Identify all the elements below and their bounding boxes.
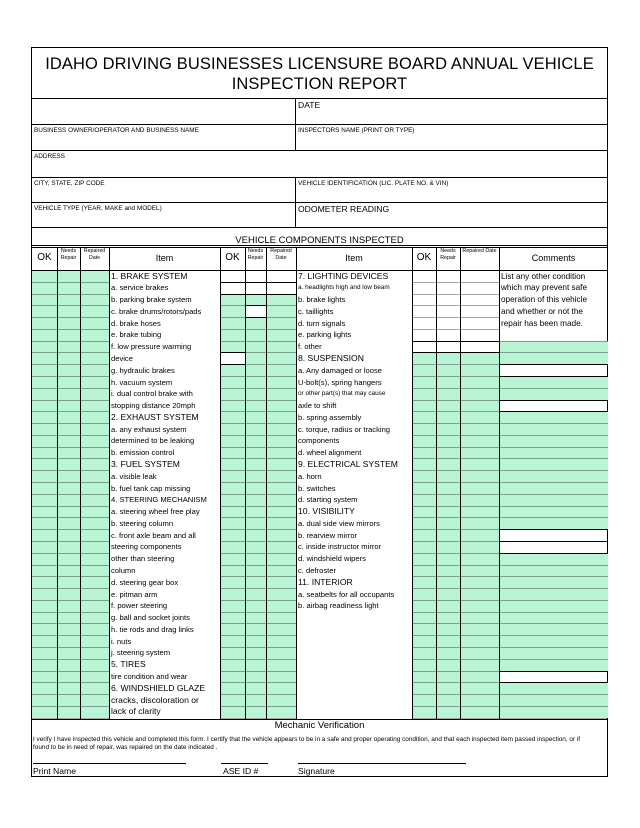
comment-row-line — [499, 494, 608, 495]
unchecked-box[interactable] — [460, 341, 500, 354]
unchecked-box[interactable] — [220, 352, 246, 365]
row-line — [220, 447, 296, 448]
row-line — [412, 294, 499, 295]
comment-row-line — [499, 423, 608, 424]
row-line — [32, 671, 109, 672]
item-label: 9. ELECTRICAL SYSTEM — [298, 458, 398, 469]
row-line — [32, 600, 109, 601]
item-label: c. inside instructor mirror — [298, 542, 382, 552]
row-line — [412, 694, 499, 695]
item-label: b. airbag readiness light — [298, 601, 379, 611]
item-label: 8. SUSPENSION — [298, 352, 364, 363]
comment-row-line — [499, 694, 608, 695]
item-label: c. front axle beam and all — [111, 530, 196, 540]
item-label: a. headlights high and low beam — [298, 284, 390, 292]
header-comments: Comments — [531, 253, 576, 263]
item-label: tire condition and wear — [111, 672, 188, 682]
column-divider — [220, 247, 221, 720]
row-line — [32, 635, 109, 636]
checkbox-column-fill[interactable] — [412, 353, 436, 718]
unchecked-box[interactable] — [245, 282, 267, 295]
row-line — [32, 400, 109, 401]
header-needs-repair: Needs Repair — [440, 248, 456, 261]
row-line — [32, 565, 109, 566]
row-line — [220, 647, 296, 648]
row-line — [412, 576, 499, 577]
row-line — [32, 388, 109, 389]
item-label: c. taillights — [298, 306, 334, 316]
comment-field[interactable] — [499, 400, 608, 413]
signature-label: Signature — [298, 766, 335, 776]
row-line — [412, 435, 499, 436]
print-name-label: Print Name — [33, 766, 76, 776]
item-label: c. defroster — [298, 566, 336, 575]
item-label: column — [111, 566, 136, 575]
item-label: determined to be leaking — [111, 436, 195, 446]
mechanic-title: Mechanic Verification — [274, 720, 365, 731]
business-owner-label: BUSINESS OWNER/OPERATOR AND BUSINESS NAME — [34, 127, 199, 134]
row-line — [220, 706, 296, 707]
date-label: DATE — [298, 100, 321, 110]
item-label: h. tie rods and drag links — [111, 624, 194, 634]
row-line — [32, 376, 109, 377]
comment-row-line — [499, 576, 608, 577]
row-line — [412, 388, 499, 389]
header-needs-repair: Needs Repair — [60, 248, 77, 261]
comment-field[interactable] — [499, 671, 608, 684]
row-line — [32, 647, 109, 648]
row-line — [412, 282, 499, 283]
vehicle-type-field[interactable] — [32, 203, 295, 227]
item-label: i. nuts — [111, 636, 132, 646]
comment-row-line — [499, 470, 608, 471]
row-line — [412, 541, 499, 542]
row-line — [32, 494, 109, 495]
item-label: a. seatbelts for all occupants — [298, 589, 395, 599]
city-state-zip-label: CITY, STATE, ZIP CODE — [34, 180, 105, 187]
item-label: a. service brakes — [111, 283, 169, 293]
row-line — [220, 529, 296, 530]
row-line — [32, 623, 109, 624]
item-label: f. other — [298, 342, 322, 352]
comment-row-line — [499, 341, 608, 342]
row-line — [32, 305, 109, 306]
comment-row-line — [499, 506, 608, 507]
row-line — [32, 541, 109, 542]
row-line — [220, 565, 296, 566]
unchecked-box[interactable] — [436, 341, 461, 354]
comment-row-line — [499, 447, 608, 448]
row-line — [220, 506, 296, 507]
item-label: 1. BRAKE SYSTEM — [111, 270, 188, 281]
header-item: Item — [155, 253, 174, 263]
column-divider — [80, 247, 81, 720]
item-label: b. spring assembly — [298, 412, 362, 422]
date-row — [32, 99, 607, 125]
row-line — [220, 329, 296, 330]
item-label: b. steering column — [111, 518, 174, 528]
owner-row — [32, 125, 607, 151]
item-label: e. pitman arm — [111, 589, 158, 599]
item-label: 7. LIGHTING DEVICES — [298, 270, 389, 281]
row-line — [220, 541, 296, 542]
item-label: b. brake lights — [298, 295, 346, 305]
row-line — [220, 694, 296, 695]
comment-row-line — [499, 635, 608, 636]
row-line — [32, 506, 109, 507]
comment-row-line — [499, 647, 608, 648]
row-line — [412, 565, 499, 566]
row-line — [220, 600, 296, 601]
comment-row-line — [499, 388, 608, 389]
item-label: d. brake hoses — [111, 318, 161, 328]
item-label: f. power steering — [111, 601, 168, 611]
unchecked-box[interactable] — [266, 282, 297, 295]
row-line — [412, 317, 499, 318]
row-line — [412, 517, 499, 518]
row-line — [32, 482, 109, 483]
row-line — [412, 635, 499, 636]
item-label: g. ball and socket joints — [111, 613, 190, 623]
item-label: axle to shift — [298, 401, 337, 411]
item-label: 11. INTERIOR — [298, 576, 353, 587]
row-line — [32, 612, 109, 613]
item-label: a. Any damaged or loose — [298, 365, 383, 375]
row-line — [412, 506, 499, 507]
address-field[interactable] — [32, 151, 607, 178]
comment-row-line — [499, 352, 608, 353]
item-label: e. brake tubing — [111, 330, 162, 340]
item-label: b. fuel tank cap missing — [111, 483, 191, 493]
row-line — [32, 529, 109, 530]
row-line — [412, 612, 499, 613]
row-line — [32, 694, 109, 695]
item-label: cracks, discoloration or — [111, 694, 199, 705]
comments-note: and whether or not the — [501, 306, 583, 316]
item-label: h. vacuum system — [111, 377, 173, 387]
city-row — [32, 178, 607, 203]
row-line — [220, 623, 296, 624]
comment-row-line — [499, 565, 608, 566]
blank-field[interactable] — [32, 99, 295, 124]
odometer-label: ODOMETER READING — [298, 204, 390, 214]
row-line — [412, 494, 499, 495]
comment-row-line — [499, 600, 608, 601]
item-label: lack of clarity — [111, 706, 161, 717]
date-field[interactable] — [296, 99, 607, 124]
comment-row-line — [499, 435, 608, 436]
item-label: b. rearview mirror — [298, 530, 358, 540]
comment-field[interactable] — [499, 364, 608, 377]
comment-row-line — [499, 458, 608, 459]
row-line — [32, 423, 109, 424]
row-line — [220, 376, 296, 377]
row-line — [412, 553, 499, 554]
item-label: other than steering — [111, 554, 175, 564]
header-repaired-date: Repaired Date — [270, 248, 292, 261]
item-label: i. dual control brake with — [111, 389, 193, 399]
row-line — [32, 294, 109, 295]
column-divider — [57, 247, 58, 720]
ase-id-label: ASE ID # — [223, 766, 259, 776]
row-line — [412, 364, 499, 365]
comment-row-line — [499, 482, 608, 483]
row-line — [220, 470, 296, 471]
row-line — [412, 482, 499, 483]
checkbox-column-fill[interactable] — [436, 353, 460, 718]
row-line — [32, 588, 109, 589]
item-label: a. dual side view mirrors — [298, 518, 380, 528]
section-title: VEHICLE COMPONENTS INSPECTED — [235, 235, 404, 246]
item-label: d. steering gear box — [111, 577, 179, 587]
comments-note: repair has been made. — [501, 318, 583, 328]
item-label: d. starting system — [298, 495, 358, 505]
column-divider — [412, 247, 413, 720]
checkbox-column-fill[interactable] — [460, 353, 499, 718]
row-line — [220, 588, 296, 589]
comment-row-line — [499, 612, 608, 613]
row-line — [412, 447, 499, 448]
comments-note: which may prevent safe — [501, 283, 588, 293]
row-line — [412, 647, 499, 648]
row-line — [220, 659, 296, 660]
item-label: 10. VISIBILITY — [298, 506, 355, 517]
row-line — [412, 400, 499, 401]
column-divider — [499, 247, 500, 720]
row-line — [412, 623, 499, 624]
column-divider — [436, 247, 437, 720]
row-line — [32, 341, 109, 342]
item-label: b. emission control — [111, 448, 175, 458]
item-label: d. wheel alignment — [298, 448, 362, 458]
comment-row-line — [499, 659, 608, 660]
row-line — [412, 659, 499, 660]
row-line — [32, 458, 109, 459]
row-line — [412, 529, 499, 530]
item-label: device — [111, 353, 133, 363]
row-line — [32, 411, 109, 412]
column-divider — [296, 247, 297, 720]
row-line — [220, 517, 296, 518]
row-line — [412, 376, 499, 377]
form-title-line1: IDAHO DRIVING BUSINESSES LICENSURE BOARD ANNUAL VEHICLE — [45, 55, 594, 73]
row-line — [220, 494, 296, 495]
header-repaired-date: Repaired Date — [83, 248, 106, 261]
print-name-line[interactable] — [33, 763, 186, 764]
mechanic-verification — [31, 719, 608, 777]
item-label: a. horn — [298, 471, 322, 481]
unchecked-box[interactable] — [220, 282, 246, 295]
item-label: components — [298, 436, 340, 446]
address-label: ADDRESS — [34, 153, 65, 160]
row-line — [412, 305, 499, 306]
row-line — [412, 600, 499, 601]
inspector-name-field[interactable] — [296, 125, 607, 150]
header-repaired-date: Repaired Date — [462, 248, 497, 254]
vehicle-type-label: VEHICLE TYPE (YEAR, MAKE and MODEL) — [34, 205, 162, 212]
row-line — [220, 682, 296, 683]
item-label: c. torque, radius or tracking — [298, 424, 391, 434]
item-label: stopping distance 20mph — [111, 401, 196, 411]
row-line — [220, 458, 296, 459]
ase-id-line[interactable] — [221, 763, 268, 764]
row-line — [220, 671, 296, 672]
unchecked-box[interactable] — [412, 341, 437, 354]
comment-field[interactable] — [499, 541, 608, 554]
vehicle-type-row — [32, 203, 607, 228]
item-label: b. parking brake system — [111, 295, 192, 305]
header-ok: OK — [225, 252, 240, 263]
row-line — [412, 671, 499, 672]
row-line — [32, 447, 109, 448]
row-line — [220, 411, 296, 412]
item-label: 4. STEERING MECHANISM — [111, 495, 207, 505]
row-line — [32, 706, 109, 707]
row-line — [32, 282, 109, 283]
item-label: 2. EXHAUST SYSTEM — [111, 411, 199, 422]
business-owner-field[interactable] — [32, 125, 295, 150]
row-line — [412, 458, 499, 459]
item-label: 5. TIRES — [111, 659, 146, 670]
vehicle-id-label: VEHICLE IDENTIFICATION (LIC. PLATE NO. & VIN) — [298, 180, 449, 187]
item-label: d. turn signals — [298, 318, 346, 328]
row-line — [412, 329, 499, 330]
row-line — [220, 635, 296, 636]
column-divider — [109, 247, 110, 720]
header-needs-repair: Needs Repair — [247, 248, 264, 261]
row-line — [220, 341, 296, 342]
item-label: 6. WINDSHIELD GLAZE — [111, 682, 206, 693]
row-line — [412, 470, 499, 471]
item-label: 3. FUEL SYSTEM — [111, 458, 180, 469]
row-line — [412, 706, 499, 707]
item-label: d. windshield wipers — [298, 554, 366, 564]
row-line — [220, 435, 296, 436]
row-line — [32, 435, 109, 436]
row-line — [220, 388, 296, 389]
row-line — [32, 317, 109, 318]
row-line — [32, 576, 109, 577]
row-line — [412, 423, 499, 424]
row-line — [32, 470, 109, 471]
form-title-line2: INSPECTION REPORT — [231, 75, 408, 93]
row-line — [32, 352, 109, 353]
city-state-zip-field[interactable] — [32, 178, 295, 202]
comment-row-line — [499, 706, 608, 707]
inspector-name-label: INSPECTORS NAME (PRINT OR TYPE) — [298, 127, 415, 134]
comments-note: List any other condition — [501, 271, 586, 281]
header-item: Item — [345, 253, 363, 263]
comments-note: operation of this vehicle — [501, 295, 588, 305]
item-label: j. steering system — [111, 648, 171, 658]
comment-row-line — [499, 623, 608, 624]
item-label: a. visible leak — [111, 471, 157, 481]
row-line — [412, 411, 499, 412]
row-line — [412, 588, 499, 589]
row-line — [32, 364, 109, 365]
row-line — [220, 423, 296, 424]
item-label: a. any exhaust system — [111, 424, 187, 434]
inspection-form-header — [31, 47, 608, 246]
item-label: g. hydraulic brakes — [111, 365, 175, 375]
mechanic-text-2: found to be in need of repair, was repaired on the date indicated . — [33, 744, 218, 751]
row-line — [220, 400, 296, 401]
header-ok: OK — [416, 252, 432, 263]
header-ok: OK — [37, 252, 52, 263]
item-label: or other part(s) that may cause — [298, 390, 386, 398]
row-line — [220, 553, 296, 554]
row-line — [32, 329, 109, 330]
item-label: e. parking lights — [298, 330, 352, 340]
odometer-field[interactable] — [296, 203, 607, 227]
row-line — [412, 682, 499, 683]
form-title — [32, 48, 607, 99]
row-line — [32, 517, 109, 518]
item-label: f. low pressure warming — [111, 342, 192, 352]
row-line — [220, 576, 296, 577]
item-label: b. switches — [298, 483, 336, 493]
row-line — [32, 682, 109, 683]
comment-row-line — [499, 588, 608, 589]
column-divider — [460, 247, 461, 720]
row-line — [220, 612, 296, 613]
item-label: c. brake drums/rotors/pads — [111, 306, 202, 316]
row-line — [32, 553, 109, 554]
item-label: a. steering wheel free play — [111, 507, 200, 517]
comment-row-line — [499, 517, 608, 518]
signature-line[interactable] — [298, 763, 466, 764]
mechanic-text-1: I verify I have inspected this vehicle and completed this form. I certify that the vehicle appears to be in a safe and proper operating condition, and that each inspected item passed inspection, or if — [33, 736, 581, 743]
item-label: steering components — [111, 542, 182, 552]
unchecked-box[interactable] — [245, 305, 267, 318]
row-line — [220, 482, 296, 483]
vehicle-id-field[interactable] — [296, 178, 607, 202]
components-grid — [31, 235, 608, 720]
row-line — [32, 659, 109, 660]
item-label: U-bolt(s), spring hangers — [298, 377, 382, 387]
